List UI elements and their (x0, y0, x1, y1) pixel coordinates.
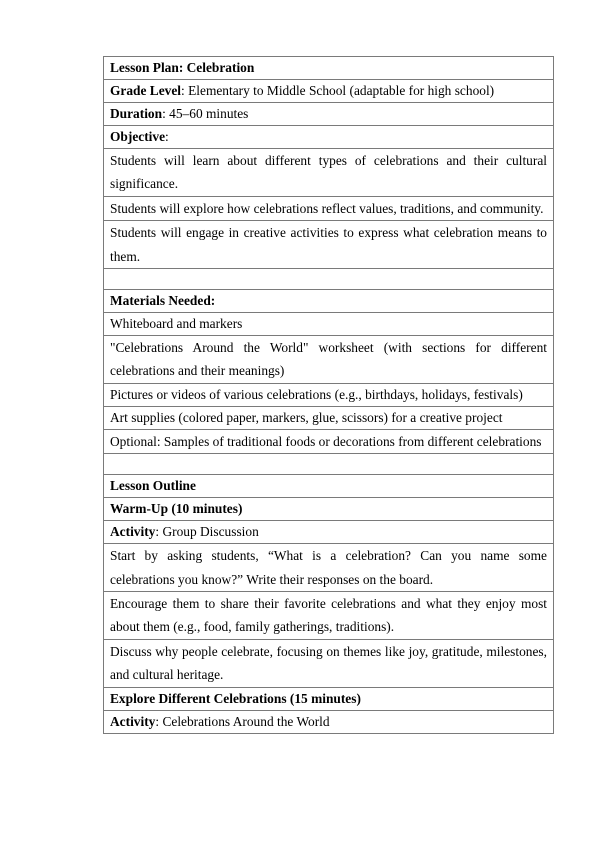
warmup-item: Start by asking students, “What is a celebration? Can you name some celebrations you know?” Write their responses on the board. (104, 544, 554, 592)
table-row (104, 544, 554, 592)
table-row (104, 126, 554, 149)
table-row (104, 710, 554, 733)
materials-item: Pictures or videos of various celebrations (e.g., birthdays, holidays, festivals) (104, 383, 554, 406)
explore-activity-value: : Celebrations Around the World (155, 713, 330, 729)
warmup-item: Discuss why people celebrate, focusing on themes like joy, gratitude, milestones, and cultural heritage. (104, 639, 554, 687)
warmup-heading: Warm-Up (10 minutes) (110, 501, 243, 517)
grade-level-label: Grade Level (110, 83, 182, 98)
duration-label: Duration (110, 106, 163, 121)
table-row (104, 57, 554, 80)
table-row (104, 406, 554, 429)
explore-activity-cell (104, 710, 554, 733)
objective-label: Objective (110, 129, 166, 144)
blank-cell (104, 454, 554, 475)
table-row (104, 592, 554, 640)
objective-item: Students will learn about different types of celebrations and their cultural significance. (104, 149, 554, 197)
warmup-heading-cell (104, 498, 554, 521)
duration-cell (104, 103, 554, 126)
objective-suffix: : (165, 129, 169, 144)
table-row (104, 475, 554, 498)
table-row (104, 290, 554, 313)
materials-heading: Materials Needed: (110, 293, 216, 309)
materials-item: Optional: Samples of traditional foods or decorations from different celebrations (104, 429, 554, 453)
warmup-activity-label: Activity (110, 524, 156, 540)
explore-heading-cell (104, 687, 554, 710)
objective-item: Students will explore how celebrations reflect values, traditions, and community. (104, 196, 554, 220)
table-row (104, 521, 554, 544)
blank-cell (104, 269, 554, 290)
materials-heading-cell (104, 290, 554, 313)
grade-level-cell (104, 80, 554, 103)
lesson-title-cell (104, 57, 554, 80)
table-row (104, 221, 554, 269)
lesson-plan-table (103, 56, 554, 734)
outline-heading-cell (104, 475, 554, 498)
table-row (104, 103, 554, 126)
warmup-activity-value: : Group Discussion (155, 524, 259, 540)
table-row (104, 313, 554, 336)
warmup-activity-cell (104, 521, 554, 544)
table-row (104, 383, 554, 406)
table-row (104, 336, 554, 384)
table-row (104, 196, 554, 220)
grade-level-value: : Elementary to Middle School (adaptable for high school) (181, 83, 495, 98)
table-row (104, 687, 554, 710)
outline-heading: Lesson Outline (110, 478, 196, 494)
materials-item: Art supplies (colored paper, markers, glue, scissors) for a creative project (104, 406, 554, 429)
table-row-blank (104, 454, 554, 475)
objective-item: Students will engage in creative activities to express what celebration means to them. (104, 221, 554, 269)
duration-value: : 45–60 minutes (162, 106, 249, 121)
table-row-blank (104, 269, 554, 290)
table-row (104, 80, 554, 103)
table-row (104, 639, 554, 687)
warmup-item: Encourage them to share their favorite celebrations and what they enjoy most about them (e.g., food, family gatherings, traditions). (104, 592, 554, 640)
explore-activity-label: Activity (110, 713, 156, 729)
table-row (104, 429, 554, 453)
materials-item: "Celebrations Around the World" worksheet (with sections for different celebrations and their meanings) (104, 336, 554, 384)
objective-heading-cell (104, 126, 554, 149)
table-row (104, 498, 554, 521)
table-row (104, 149, 554, 197)
materials-item: Whiteboard and markers (104, 313, 554, 336)
lesson-title: Lesson Plan: Celebration (110, 60, 255, 75)
explore-heading: Explore Different Celebrations (15 minutes) (110, 690, 361, 706)
